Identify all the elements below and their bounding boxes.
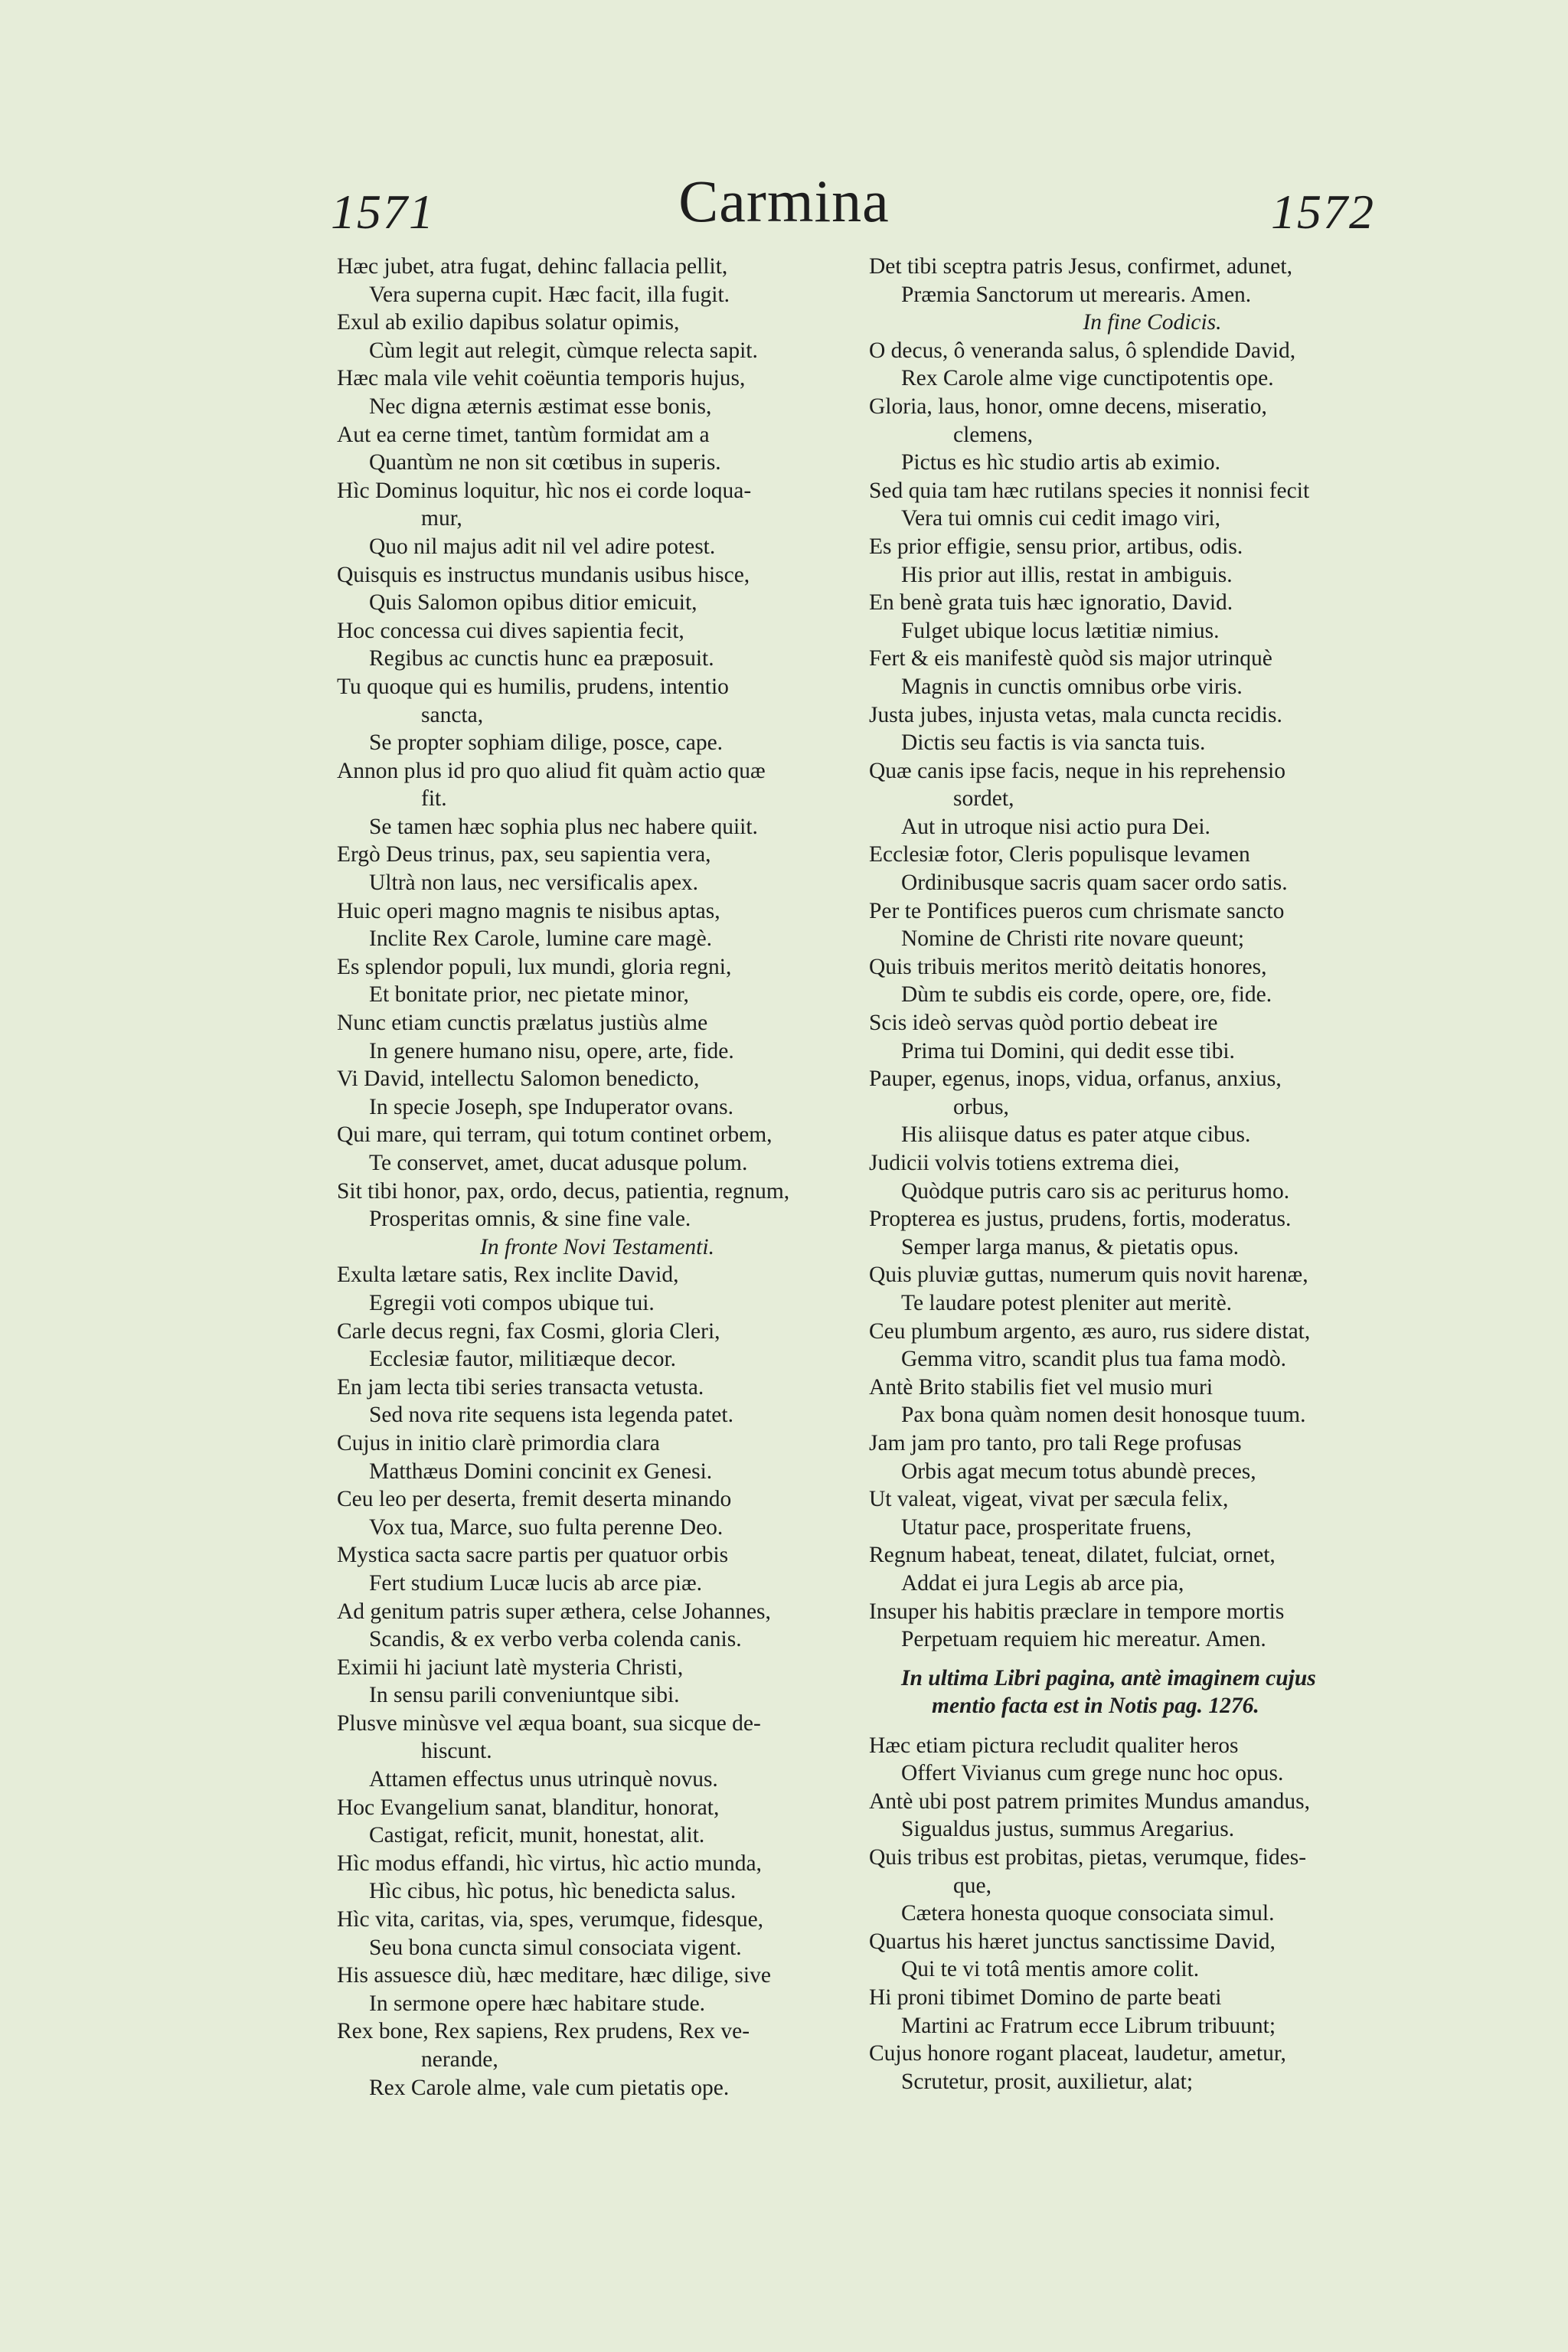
verse-line: In genere humano nisu, opere, arte, fide. bbox=[369, 1038, 734, 1063]
verse-line: Scrutetur, prosit, auxilietur, alat; bbox=[901, 2069, 1194, 2094]
verse-line: Antè ubi post patrem primites Mundus amandus, bbox=[869, 1788, 1310, 1814]
verse-line: Pauper, egenus, inops, vidua, orfanus, anxius, bbox=[869, 1067, 1282, 1092]
verse-line: Quis tribuis meritos meritò deitatis honores, bbox=[869, 954, 1267, 979]
verse-line: Gloria, laus, honor, omne decens, miseratio, bbox=[869, 394, 1267, 419]
verse-line: Ceu leo per deserta, fremit deserta minando bbox=[337, 1487, 732, 1512]
verse-line: Se tamen hæc sophia plus nec habere quiit. bbox=[369, 814, 758, 839]
verse-line: Det tibi sceptra patris Jesus, confirmet, adunet, bbox=[869, 254, 1292, 279]
verse-line: His aliisque datus es pater atque cibus. bbox=[901, 1122, 1251, 1148]
verse-line: Hìc cibus, hìc potus, hìc benedicta salus. bbox=[369, 1879, 737, 1904]
verse-line: Antè Brito stabilis fiet vel musio muri bbox=[869, 1374, 1214, 1400]
verse-line: Ceu plumbum argento, æs auro, rus sidere distat, bbox=[869, 1318, 1311, 1344]
verse-line: Es splendor populi, lux mundi, gloria regni, bbox=[337, 954, 732, 979]
verse-line: fit. bbox=[421, 786, 447, 812]
verse-line: His prior aut illis, restat in ambiguis. bbox=[901, 562, 1233, 587]
verse-line: Nomine de Christi rite novare queunt; bbox=[901, 926, 1245, 952]
page-header bbox=[0, 0, 1568, 253]
verse-line: In specie Joseph, spe Induperator ovans. bbox=[369, 1094, 733, 1119]
verse-line: mur, bbox=[421, 506, 462, 531]
verse-line: Ecclesiæ fotor, Cleris populisque levamen bbox=[869, 842, 1250, 867]
verse-line: Hoc Evangelium sanat, blanditur, honorat, bbox=[337, 1795, 720, 1820]
section-heading: In fine Codicis. bbox=[1083, 310, 1222, 335]
verse-line: Sigualdus justus, summus Aregarius. bbox=[901, 1817, 1235, 1842]
left-page-number: 1571 bbox=[331, 185, 435, 239]
verse-line: Ergò Deus trinus, pax, seu sapientia vera, bbox=[337, 842, 711, 867]
running-title: Carmina bbox=[678, 168, 890, 234]
verse-line: clemens, bbox=[953, 422, 1034, 447]
verse-line: His assuesce diù, hæc meditare, hæc dilige, sive bbox=[337, 1963, 771, 1988]
verse-line: Huic operi magno magnis te nisibus aptas, bbox=[337, 898, 720, 923]
verse-line: Cætera honesta quoque consociata simul. bbox=[901, 1901, 1275, 1926]
verse-line: En jam lecta tibi series transacta vetusta. bbox=[337, 1374, 704, 1400]
verse-line: Carle decus regni, fax Cosmi, gloria Cleri, bbox=[337, 1318, 720, 1344]
verse-line: Aut ea cerne timet, tantùm formidat am a bbox=[337, 422, 710, 447]
verse-line: Quantùm ne non sit cœtibus in superis. bbox=[369, 450, 721, 475]
verse-line: Qui mare, qui terram, qui totum continet orbem, bbox=[337, 1122, 773, 1148]
verse-line: Ordinibusque sacris quam sacer ordo satis. bbox=[901, 871, 1288, 896]
verse-line: Quis tribus est probitas, pietas, verumque, fides- bbox=[869, 1845, 1307, 1870]
verse-line: O decus, ô veneranda salus, ô splendide David, bbox=[869, 338, 1296, 363]
verse-line: Eximii hi jaciunt latè mysteria Christi, bbox=[337, 1655, 684, 1680]
verse-line: Te laudare potest pleniter aut meritè. bbox=[901, 1290, 1233, 1315]
verse-line: Hìc Dominus loquitur, hìc nos ei corde loqua- bbox=[337, 478, 752, 503]
verse-line: Se propter sophiam dilige, posce, cape. bbox=[369, 730, 724, 756]
verse-line: En benè grata tuis hæc ignoratio, David. bbox=[869, 590, 1233, 616]
verse-line: Inclite Rex Carole, lumine care magè. bbox=[369, 926, 713, 952]
verse-line: Vera tui omnis cui cedit imago viri, bbox=[901, 506, 1221, 531]
right-section-heading bbox=[869, 1664, 1436, 1720]
verse-line: Propterea es justus, prudens, fortis, moderatus. bbox=[869, 1207, 1292, 1232]
verse-line: Utatur pace, prosperitate fruens, bbox=[901, 1514, 1192, 1540]
verse-line: Qui te vi totâ mentis amore colit. bbox=[901, 1957, 1200, 1982]
verse-line: Fulget ubique locus lætitiæ nimius. bbox=[901, 618, 1220, 643]
verse-line: Quòdque putris caro sis ac periturus homo. bbox=[901, 1178, 1290, 1204]
verse-line: Quis pluviæ guttas, numerum quis novit harenæ, bbox=[869, 1263, 1308, 1288]
verse-line: Cùm legit aut relegit, cùmque relecta sapit. bbox=[369, 338, 758, 363]
verse-line: Præmia Sanctorum ut merearis. Amen. bbox=[901, 282, 1252, 307]
verse-line: Regibus ac cunctis hunc ea præposuit. bbox=[369, 646, 714, 671]
verse-line: Scandis, & ex verbo verba colenda canis. bbox=[369, 1627, 742, 1652]
verse-line: Pax bona quàm nomen desit honosque tuum. bbox=[901, 1403, 1306, 1428]
verse-line: Tu quoque qui es humilis, prudens, intentio bbox=[337, 674, 729, 699]
verse-line: Hæc mala vile vehit coëuntia temporis hujus, bbox=[337, 366, 746, 391]
verse-line: Prosperitas omnis, & sine fine vale. bbox=[369, 1207, 691, 1232]
verse-line: Hi proni tibimet Domino de parte beati bbox=[869, 1985, 1222, 2011]
right-column-poem-2 bbox=[869, 1732, 1436, 2096]
left-column bbox=[337, 253, 858, 2102]
right-column bbox=[869, 253, 1436, 2096]
verse-line: Martini ac Fratrum ecce Librum tribuunt; bbox=[901, 2013, 1276, 2038]
verse-line: Exul ab exilio dapibus solatur opimis, bbox=[337, 310, 680, 335]
verse-line: Offert Vivianus cum grege nunc hoc opus. bbox=[901, 1761, 1284, 1786]
verse-line: Ut valeat, vigeat, vivat per sæcula felix, bbox=[869, 1487, 1229, 1512]
verse-line: Per te Pontifices pueros cum chrismate sancto bbox=[869, 898, 1285, 923]
verse-line: Sed quia tam hæc rutilans species it nonnisi fecit bbox=[869, 478, 1310, 503]
verse-line: Rex bone, Rex sapiens, Rex prudens, Rex ve- bbox=[337, 2019, 750, 2044]
verse-line: Fert & eis manifestè quòd sis major utrinquè bbox=[869, 646, 1272, 671]
verse-line: Exulta lætare satis, Rex inclite David, bbox=[337, 1263, 679, 1288]
verse-line: In sensu parili conveniuntque sibi. bbox=[369, 1683, 680, 1708]
verse-line: Te conservet, amet, ducat adusque polum. bbox=[369, 1151, 748, 1175]
verse-line: Nec digna æternis æstimat esse bonis, bbox=[369, 394, 712, 419]
verse-line: Cujus in initio clarè primordia clara bbox=[337, 1430, 660, 1455]
verse-line: Magnis in cunctis omnibus orbe viris. bbox=[901, 674, 1243, 699]
verse-line: Aut in utroque nisi actio pura Dei. bbox=[901, 814, 1210, 839]
verse-line: Egregii voti compos ubique tui. bbox=[369, 1290, 655, 1315]
right-column-poem bbox=[869, 253, 1436, 1654]
verse-line: Scis ideò servas quòd portio debeat ire bbox=[869, 1011, 1218, 1036]
verse-line: sordet, bbox=[953, 786, 1014, 812]
verse-line: Et bonitate prior, nec pietate minor, bbox=[369, 982, 689, 1008]
verse-line: Quæ canis ipse facis, neque in his reprehensio bbox=[869, 758, 1285, 783]
verse-line: Semper larga manus, & pietatis opus. bbox=[901, 1234, 1240, 1259]
verse-line: Vox tua, Marce, suo fulta perenne Deo. bbox=[369, 1514, 724, 1540]
verse-line: sancta, bbox=[421, 702, 484, 727]
verse-line: Rex Carole alme vige cunctipotentis ope. bbox=[901, 366, 1274, 391]
verse-line: Jam jam pro tanto, pro tali Rege profusas bbox=[869, 1430, 1242, 1455]
section-heading: In fronte Novi Testamenti. bbox=[480, 1234, 714, 1259]
verse-line: Annon plus id pro quo aliud fit quàm actio quæ bbox=[337, 758, 766, 783]
verse-line: Hæc etiam pictura recludit qualiter heros bbox=[869, 1733, 1239, 1758]
verse-line: Quartus his hæret junctus sanctissime David, bbox=[869, 1929, 1276, 1954]
verse-line: Sed nova rite sequens ista legenda patet. bbox=[369, 1403, 733, 1428]
verse-line: Fert studium Lucæ lucis ab arce piæ. bbox=[369, 1570, 703, 1596]
verse-line: que, bbox=[953, 1873, 991, 1898]
verse-line: Gemma vitro, scandit plus tua fama modò. bbox=[901, 1347, 1287, 1372]
verse-line: orbus, bbox=[953, 1094, 1009, 1119]
verse-line: Quisquis es instructus mundanis usibus hisce, bbox=[337, 562, 750, 587]
verse-line: Justa jubes, injusta vetas, mala cuncta recidis. bbox=[869, 702, 1282, 727]
verse-line: Dictis seu factis is via sancta tuis. bbox=[901, 730, 1206, 756]
verse-line: Hoc concessa cui dives sapientia fecit, bbox=[337, 618, 684, 643]
verse-line: Regnum habeat, teneat, dilatet, fulciat, ornet, bbox=[869, 1543, 1276, 1568]
verse-line: Hìc modus effandi, hìc virtus, hìc actio munda, bbox=[337, 1851, 762, 1876]
verse-line: Perpetuam requiem hic mereatur. Amen. bbox=[901, 1627, 1266, 1652]
verse-line: Castigat, reficit, munit, honestat, alit. bbox=[369, 1823, 705, 1848]
verse-line: Prima tui Domini, qui dedit esse tibi. bbox=[901, 1038, 1235, 1063]
verse-line: Quis Salomon opibus ditior emicuit, bbox=[369, 590, 697, 616]
verse-line: nerande, bbox=[421, 2047, 498, 2072]
verse-line: Insuper his habitis præclare in tempore mortis bbox=[869, 1599, 1285, 1624]
verse-line: Seu bona cuncta simul consociata vigent. bbox=[369, 1935, 742, 1960]
verse-line: Sit tibi honor, pax, ordo, decus, patientia, regnum, bbox=[337, 1178, 790, 1204]
verse-line: Vera superna cupit. Hæc facit, illa fugit. bbox=[369, 282, 730, 307]
verse-line: In sermone opere hæc habitare stude. bbox=[369, 1991, 706, 2016]
verse-line: Judicii volvis totiens extrema diei, bbox=[869, 1151, 1180, 1175]
verse-line: Es prior effigie, sensu prior, artibus, odis. bbox=[869, 534, 1243, 559]
verse-line: Ecclesiæ fautor, militiæque decor. bbox=[369, 1347, 677, 1372]
verse-line: Ad genitum patris super æthera, celse Johannes, bbox=[337, 1599, 771, 1624]
verse-line: Dùm te subdis eis corde, opere, ore, fide. bbox=[901, 982, 1272, 1008]
verse-line: Attamen effectus unus utrinquè novus. bbox=[369, 1767, 718, 1792]
verse-line: Ultrà non laus, nec versificalis apex. bbox=[369, 871, 699, 896]
verse-line: Cujus honore rogant placeat, laudetur, ametur, bbox=[869, 2041, 1286, 2066]
verse-line: Quo nil majus adit nil vel adire potest. bbox=[369, 534, 716, 559]
verse-line: Matthæus Domini concinit ex Genesi. bbox=[369, 1459, 713, 1484]
verse-line: Rex Carole alme, vale cum pietatis ope. bbox=[369, 2075, 730, 2100]
verse-line: Vi David, intellectu Salomon benedicto, bbox=[337, 1067, 700, 1092]
heading-line: In ultima Libri pagina, antè imaginem cujus bbox=[901, 1665, 1316, 1690]
verse-line: Orbis agat mecum totus abundè preces, bbox=[901, 1459, 1256, 1484]
verse-line: Pictus es hìc studio artis ab eximio. bbox=[901, 450, 1221, 475]
verse-line: Mystica sacta sacre partis per quatuor orbis bbox=[337, 1543, 729, 1568]
verse-line: Nunc etiam cunctis prælatus justiùs alme bbox=[337, 1011, 708, 1036]
verse-line: Addat ei jura Legis ab arce pia, bbox=[901, 1570, 1184, 1596]
verse-line: Hìc vita, caritas, via, spes, verumque, fidesque, bbox=[337, 1907, 764, 1932]
heading-line: mentio facta est in Notis pag. 1276. bbox=[932, 1693, 1259, 1718]
verse-line: Hæc jubet, atra fugat, dehinc fallacia pellit, bbox=[337, 254, 728, 279]
verse-line: Plusve minùsve vel æqua boant, sua sicque de- bbox=[337, 1710, 761, 1736]
verse-line: hiscunt. bbox=[421, 1739, 492, 1764]
right-page-number: 1572 bbox=[1271, 185, 1375, 239]
